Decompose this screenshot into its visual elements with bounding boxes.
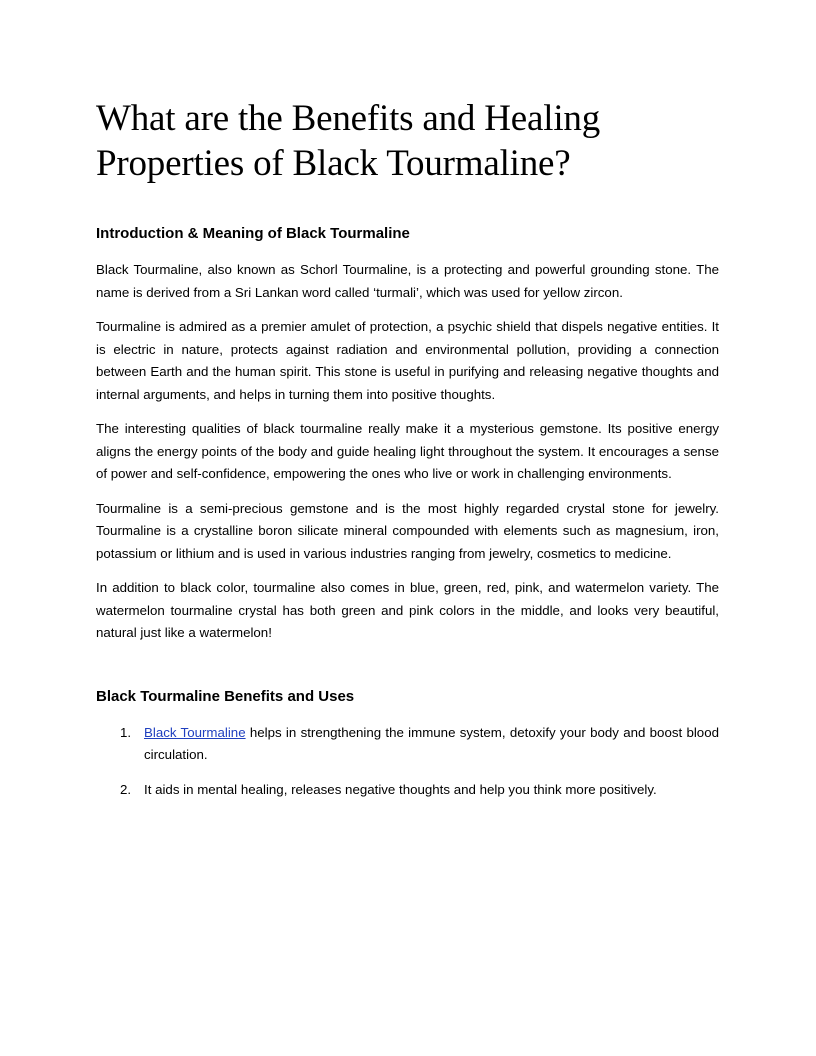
list-item [96,779,719,802]
intro-paragraph-1: Black Tourmaline, also known as Schorl Tourmaline, is a protecting and powerful grounding stone. The name is derived from a Sri Lankan word called ‘turmali’, which was used for yellow zircon. [96,262,719,300]
black-tourmaline-link[interactable]: Black Tourmaline [144,724,246,740]
intro-paragraph-3: The interesting qualities of black tourmaline really make it a mysterious gemstone. Its positive energy aligns the energy points of the body and guide healing light throughout the system. It encourages a sense of power and self-confidence, empowering the ones who live or work in challenging environments. [96,421,719,481]
page-title: What are the Benefits and Healing Properties of Black Tourmaline? [96,98,600,184]
list-item-text: helps in strengthening the immune system, detoxify your body and boost blood circulation. [144,724,719,762]
list-item [96,722,719,767]
intro-paragraph-4: Tourmaline is a semi-precious gemstone and is the most highly regarded crystal stone for jewelry. Tourmaline is a crystalline boron silicate mineral compounded with elements such as magnesium, iron, potassium or lithium and is used in various industries ranging from jewelry, cosmetics to medicine. [96,500,719,561]
section-heading-introduction: Introduction & Meaning of Black Tourmaline [96,225,410,242]
list-item-number: 1. [120,724,132,740]
intro-paragraph-2: Tourmaline is admired as a premier amulet of protection, a psychic shield that dispels negative entities. It is electric in nature, protects against radiation and environmental pollution, providing a connection between Earth and the human spirit. This stone is useful in purifying and releasing negative thoughts and internal arguments, and helps in turning them into positive thoughts. [96,319,719,402]
list-item-text: It aids in mental healing, releases negative thoughts and help you think more positively. [144,781,657,797]
section-heading-benefits: Black Tourmaline Benefits and Uses [96,687,355,705]
list-item-number: 2. [120,781,132,797]
document-page [96,96,719,813]
intro-paragraph-5: In addition to black color, tourmaline also comes in blue, green, red, pink, and watermelon variety. The watermelon tourmaline crystal has both green and pink colors in the middle, and looks very beautiful, natural just like a watermelon! [96,580,719,640]
benefits-list [96,722,719,802]
